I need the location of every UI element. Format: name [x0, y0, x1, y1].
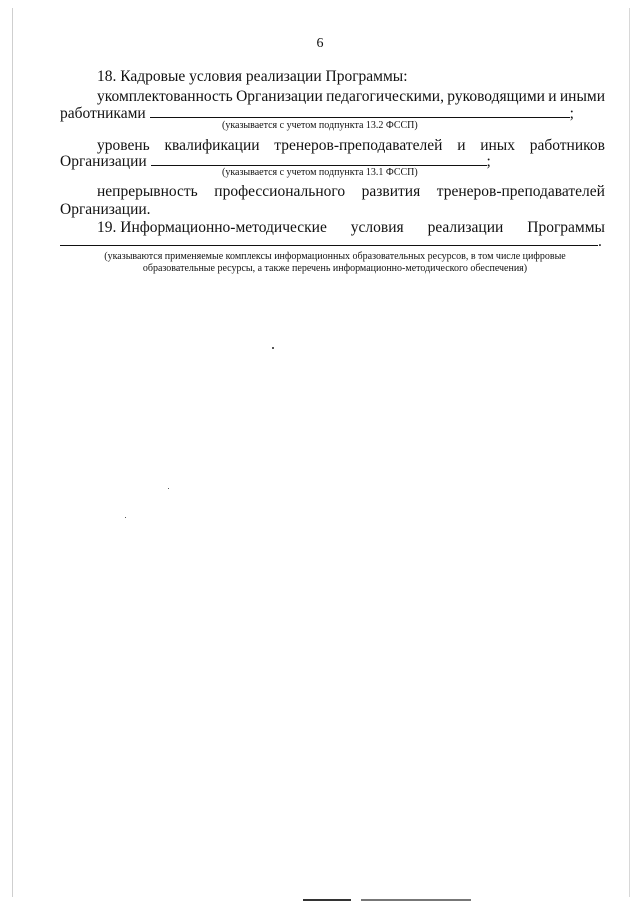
- section-19-word: условия: [350, 219, 404, 236]
- development-word: профессионального: [214, 183, 346, 200]
- section-18-heading: 18. Кадровые условия реализации Программы:: [97, 68, 408, 85]
- staffing-word: руководящими: [447, 88, 545, 105]
- staffing-word: и: [548, 88, 557, 105]
- development-line-1: [97, 183, 605, 201]
- staffing-blank-field[interactable]: [150, 104, 570, 118]
- development-line-2: Организации.: [60, 201, 151, 218]
- qualification-word: иных: [480, 137, 515, 154]
- scan-edge-mark: [361, 899, 471, 901]
- qualification-word: квалификации: [164, 137, 260, 154]
- section-19-note-2: образовательные ресурсы, а также перечень информационно-методического обеспечения): [142, 263, 528, 274]
- section-19-word: реализации: [427, 219, 504, 236]
- development-word: развития: [361, 183, 421, 200]
- section-19-word: Программы: [527, 219, 605, 236]
- staffing-word: иными: [559, 88, 605, 105]
- development-word: непрерывность: [97, 183, 198, 200]
- scan-speck: [272, 347, 274, 349]
- section-19-word: 19. Информационно-методические: [97, 219, 327, 236]
- qualification-blank-field[interactable]: [151, 152, 487, 166]
- staffing-note: (указывается с учетом подпункта 13.2 ФССП): [222, 120, 418, 131]
- qualification-note: (указывается с учетом подпункта 13.1 ФССП): [222, 167, 418, 178]
- staffing-end: ;: [569, 105, 574, 122]
- qualification-word: и: [457, 137, 466, 154]
- staffing-word: укомплектованность: [97, 88, 233, 105]
- qualification-word: тренеров-преподавателей: [274, 137, 443, 154]
- scan-speck: [125, 517, 126, 518]
- qualification-label: Организации: [60, 153, 147, 170]
- staffing-label: работниками: [60, 105, 146, 122]
- qualification-end: ;: [486, 153, 491, 170]
- section-19-note-1: (указываются применяемые комплексы информационных образовательных ресурсов, в том числе цифровые: [104, 251, 566, 262]
- development-word: тренеров-преподавателей: [436, 183, 605, 200]
- staffing-word: Организации: [236, 88, 323, 105]
- scan-edge-mark: [303, 899, 351, 901]
- staffing-word: педагогическими,: [326, 88, 444, 105]
- qualification-word: уровень: [97, 137, 150, 154]
- section-19-blank-field[interactable]: [60, 232, 598, 246]
- section-19-blank-line: [60, 232, 602, 251]
- scan-speck: [168, 488, 169, 489]
- page-number: 6: [316, 36, 324, 51]
- section-19-end: .: [598, 233, 602, 250]
- qualification-word: работников: [529, 137, 605, 154]
